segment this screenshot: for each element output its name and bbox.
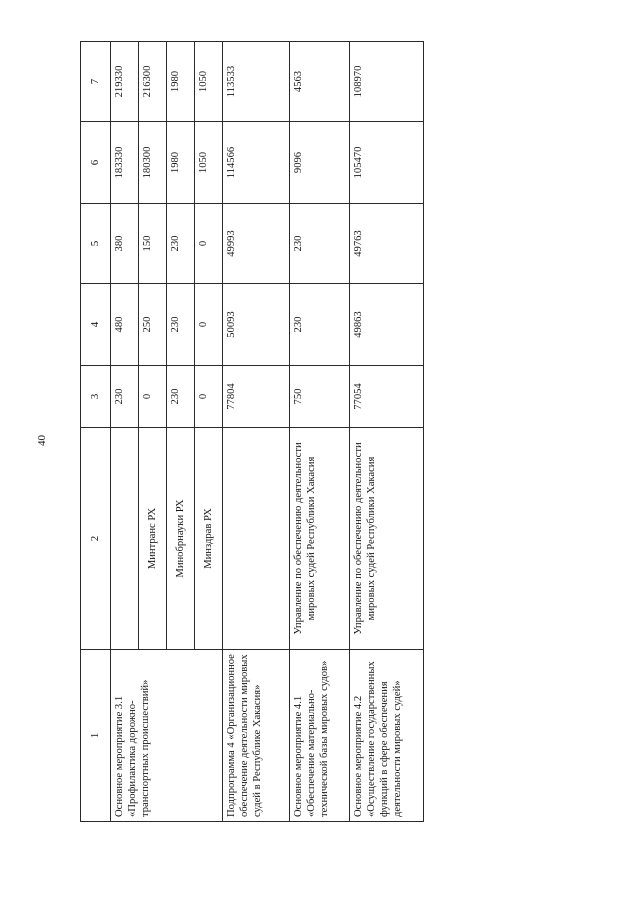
value-cell: 750: [290, 366, 350, 428]
value-cell: 49863: [350, 284, 424, 366]
row-executor: Минобрнауки РХ: [167, 428, 195, 650]
column-number-6: 6: [81, 122, 111, 204]
row-executor: Управление по обеспечению деятельности мировых судей Республики Хакасия: [290, 428, 350, 650]
page-number: 40: [36, 435, 48, 446]
row-name: Подпрограмма 4 «Организационное обеспечение деятельности мировых судей в Республике Хакасия»: [223, 650, 290, 822]
value-cell: 4563: [290, 42, 350, 122]
value-cell: 0: [195, 366, 223, 428]
value-cell: 108970: [350, 42, 424, 122]
value-cell: 230: [167, 284, 195, 366]
value-cell: 1050: [195, 42, 223, 122]
value-cell: 9096: [290, 122, 350, 204]
value-cell: 0: [139, 366, 167, 428]
table-row: [223, 42, 290, 822]
row-executor: [111, 428, 139, 650]
value-cell: 230: [290, 284, 350, 366]
value-cell: 230: [111, 366, 139, 428]
column-number-3: 3: [81, 366, 111, 428]
value-cell: 114566: [223, 122, 290, 204]
value-cell: 1050: [195, 122, 223, 204]
budget-table-rotated: [80, 42, 418, 822]
value-cell: 216300: [139, 42, 167, 122]
value-cell: 0: [195, 284, 223, 366]
value-cell: 77804: [223, 366, 290, 428]
column-number-2: 2: [81, 428, 111, 650]
table-row: [350, 42, 424, 822]
value-cell: 1980: [167, 122, 195, 204]
value-cell: 219330: [111, 42, 139, 122]
value-cell: 180300: [139, 122, 167, 204]
value-cell: 183330: [111, 122, 139, 204]
value-cell: 49993: [223, 204, 290, 284]
table-row: [111, 42, 139, 822]
column-number-4: 4: [81, 284, 111, 366]
value-cell: 230: [167, 366, 195, 428]
value-cell: 1980: [167, 42, 195, 122]
value-cell: 230: [167, 204, 195, 284]
value-cell: 50093: [223, 284, 290, 366]
value-cell: 0: [195, 204, 223, 284]
value-cell: 480: [111, 284, 139, 366]
row-executor: Минздрав РХ: [195, 428, 223, 650]
value-cell: 113533: [223, 42, 290, 122]
row-executor: [223, 428, 290, 650]
row-executor: Минтранс РХ: [139, 428, 167, 650]
budget-table: [80, 41, 424, 822]
value-cell: 77054: [350, 366, 424, 428]
column-number-row: [81, 42, 111, 822]
row-name: Основное мероприятие 3.1 «Профилактика дорожно-транспортных происшествий»: [111, 650, 223, 822]
value-cell: 250: [139, 284, 167, 366]
table-row: [290, 42, 350, 822]
value-cell: 105470: [350, 122, 424, 204]
column-number-5: 5: [81, 204, 111, 284]
value-cell: 230: [290, 204, 350, 284]
row-name: Основное мероприятие 4.1 «Обеспечение материально-технической базы мировых судов»: [290, 650, 350, 822]
column-number-1: 1: [81, 650, 111, 822]
column-number-7: 7: [81, 42, 111, 122]
value-cell: 380: [111, 204, 139, 284]
row-name: Основное мероприятие 4.2 «Осуществление государственных функций в сфере обеспечения деятельности мировых судей»: [350, 650, 424, 822]
row-executor: Управление по обеспечению деятельности мировых судей Республики Хакасия: [350, 428, 424, 650]
value-cell: 150: [139, 204, 167, 284]
value-cell: 49763: [350, 204, 424, 284]
